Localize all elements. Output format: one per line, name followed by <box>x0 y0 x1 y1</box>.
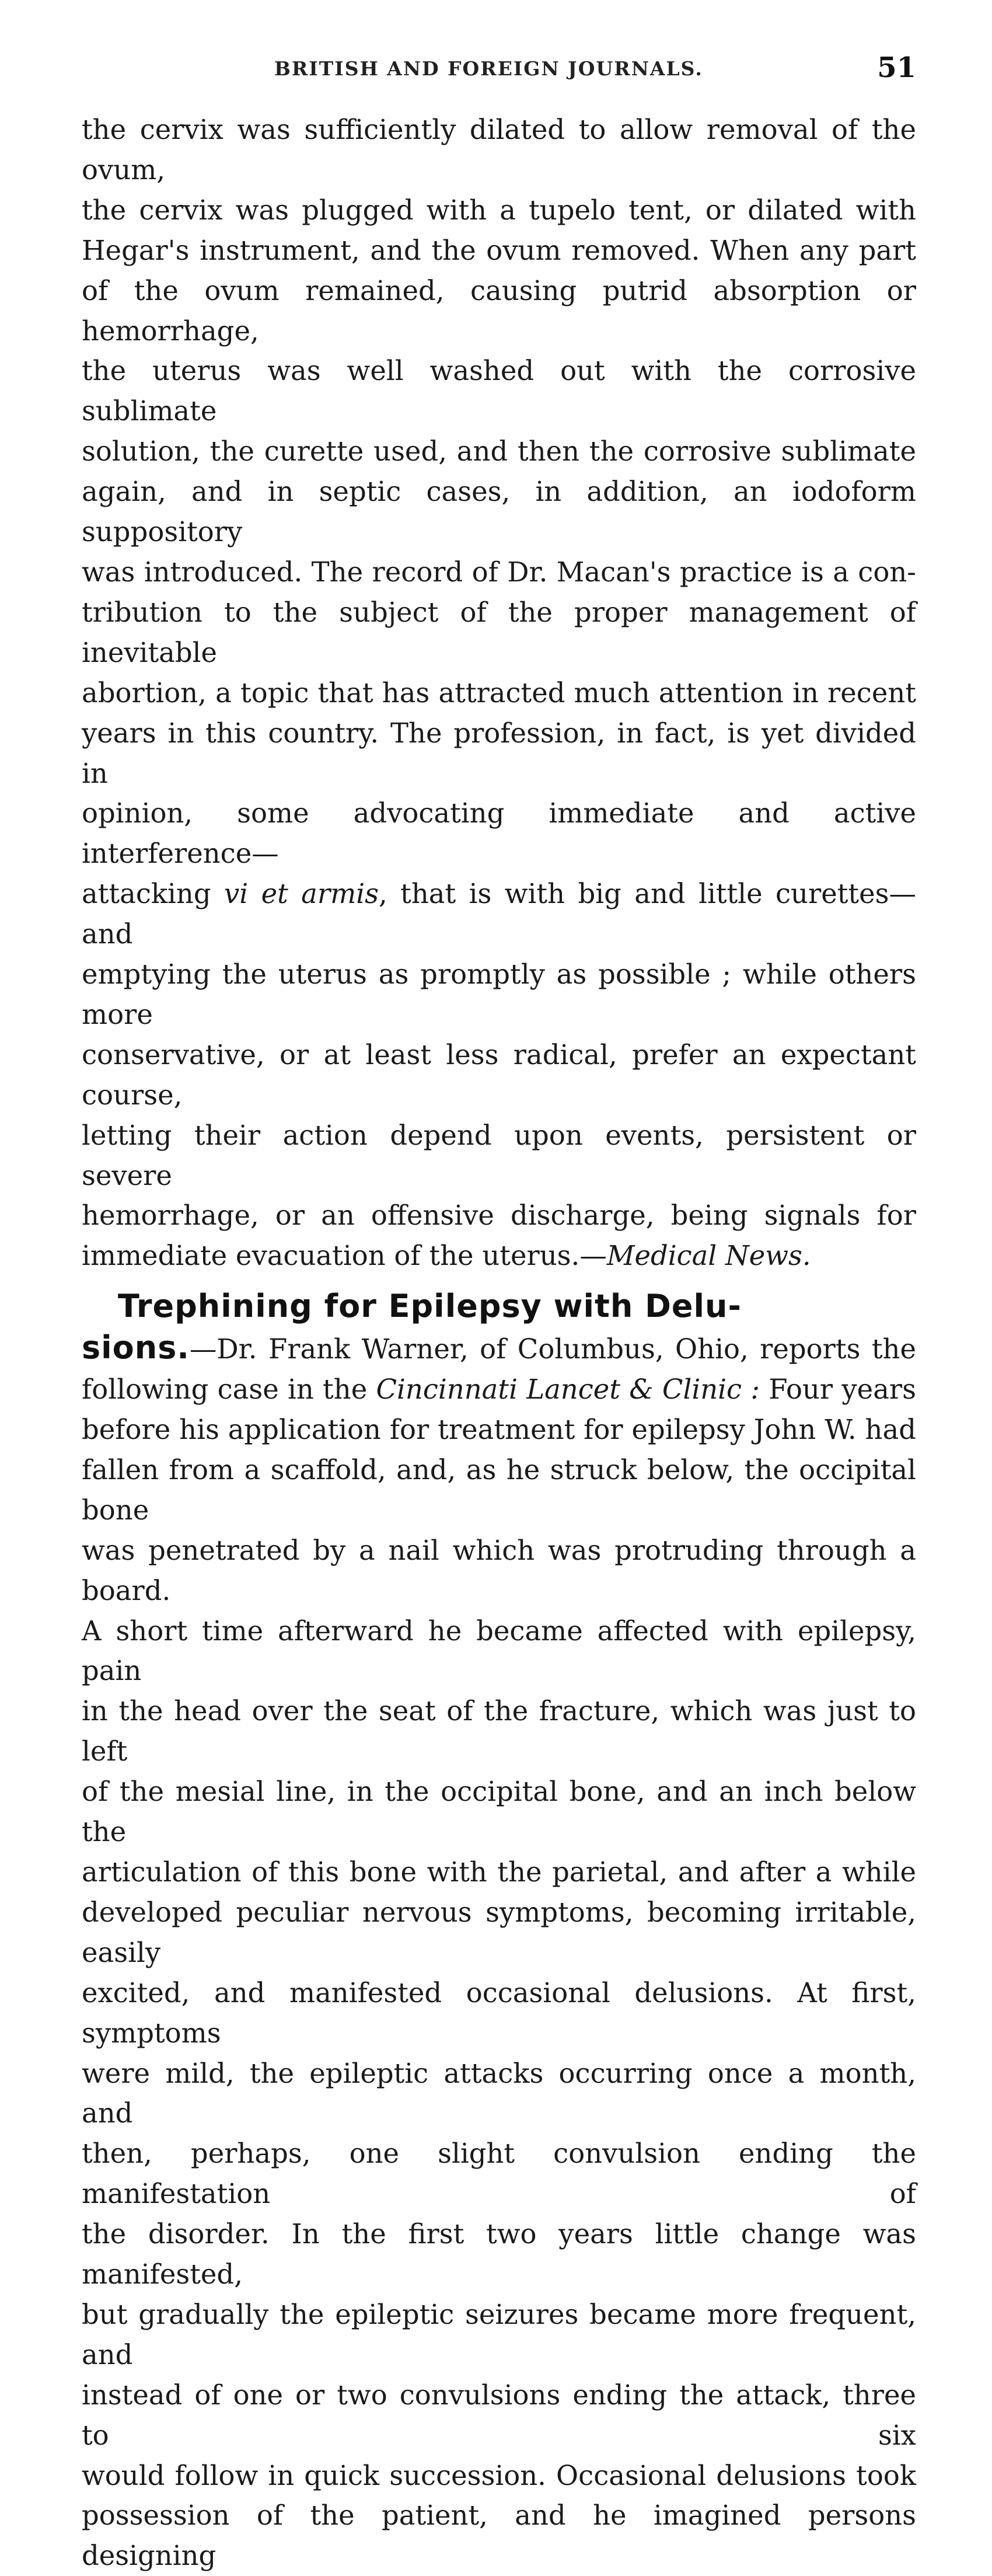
text-line: solution, the curette used, and then the corrosive sublimate <box>82 435 916 468</box>
text-line: the cervix was plugged with a tupelo tent, or dilated with <box>82 194 916 226</box>
text-run: attacking <box>82 878 225 910</box>
text-line: but gradually the epileptic seizures became more frequent, and <box>82 2298 916 2371</box>
section-heading: Trephining for Epilepsy with Delu- <box>118 1288 742 1325</box>
section-trephining <box>82 1287 916 2576</box>
text-line: in the head over the seat of the fracture, which was just to left <box>82 1695 916 1768</box>
text-line: before his application for treatment for epilepsy John W. had <box>82 1414 916 1445</box>
text-line: developed peculiar nervous symptoms, becoming irritable, easily <box>82 1896 916 1968</box>
paragraph-macan-practice <box>82 110 916 1276</box>
text-line: the disorder. In the first two years little change was manifested, <box>82 2218 916 2291</box>
text-line: years in this country. The profession, in fact, is yet divided in <box>82 717 916 789</box>
text-line: fallen from a scaffold, and, as he struck below, the occipital bone <box>82 1453 916 1526</box>
text-run: Four years <box>760 1374 917 1406</box>
running-head <box>82 51 916 86</box>
text-line: the cervix was sufficiently dilated to allow removal of the ovum, <box>82 114 916 186</box>
page-number: 51 <box>877 51 916 84</box>
text-line: of the mesial line, in the occipital bone, and an inch below the <box>82 1776 916 1848</box>
text-line: hemorrhage, or an offensive discharge, being signals for <box>82 1200 916 1232</box>
section-heading-continued: sions. <box>82 1329 190 1367</box>
heading-line <box>82 1287 916 1328</box>
text-line: of the ovum remained, causing putrid absorption or hemorrhage, <box>82 274 916 347</box>
text-line: letting their action depend upon events, persistent or severe <box>82 1119 916 1191</box>
text-run: , that is with big and little curettes—and <box>82 878 916 950</box>
text-run: immediate evacuation of the uterus.— <box>82 1240 607 1272</box>
body-text <box>82 110 916 2576</box>
text-run: following case in the <box>82 1374 376 1406</box>
text-run: —Dr. Frank Warner, of Columbus, Ohio, reports the <box>189 1333 916 1365</box>
running-title: BRITISH AND FOREIGN JOURNALS. <box>274 57 703 80</box>
text-line <box>82 1328 916 1369</box>
text-line <box>82 874 916 954</box>
journal-citation: Cincinnati Lancet & Clinic : <box>376 1374 760 1406</box>
text-line: opinion, some advocating immediate and active interference— <box>82 797 916 870</box>
text-line: would follow in quick succession. Occasional delusions took <box>82 2459 916 2491</box>
journal-citation: Medical News. <box>606 1240 811 1272</box>
text-line: possession of the patient, and he imagined persons designing <box>82 2500 916 2572</box>
italic-phrase: vi et armis <box>224 878 379 910</box>
text-line: instead of one or two convulsions ending the attack, three to six <box>82 2379 916 2451</box>
text-line: emptying the uterus as promptly as possible ; while others more <box>82 958 916 1030</box>
text-line: articulation of this bone with the parietal, and after a while <box>82 1856 916 1888</box>
text-line: was introduced. The record of Dr. Macan's practice is a con- <box>82 556 916 588</box>
text-line: then, perhaps, one slight convulsion ending the manifestation of <box>82 2138 916 2210</box>
text-line: abortion, a topic that has attracted much attention in recent <box>82 677 916 709</box>
text-line: were mild, the epileptic attacks occurring once a month, and <box>82 2057 916 2129</box>
text-line: A short time afterward he became affected with epilepsy, pain <box>82 1615 916 1687</box>
text-line: was penetrated by a nail which was protruding through a board. <box>82 1534 916 1606</box>
text-line: conservative, or at least less radical, prefer an expectant course, <box>82 1038 916 1111</box>
text-line: tribution to the subject of the proper management of inevitable <box>82 596 916 668</box>
text-line: the uterus was well washed out with the corrosive sublimate <box>82 355 916 427</box>
text-line: Hegar's instrument, and the ovum removed. When any part <box>82 234 916 266</box>
text-line: again, and in septic cases, in addition, an iodoform suppository <box>82 476 916 548</box>
text-line <box>82 1369 916 1410</box>
text-line <box>82 1236 916 1276</box>
text-line: excited, and manifested occasional delusions. At first, symptoms <box>82 1977 916 2049</box>
